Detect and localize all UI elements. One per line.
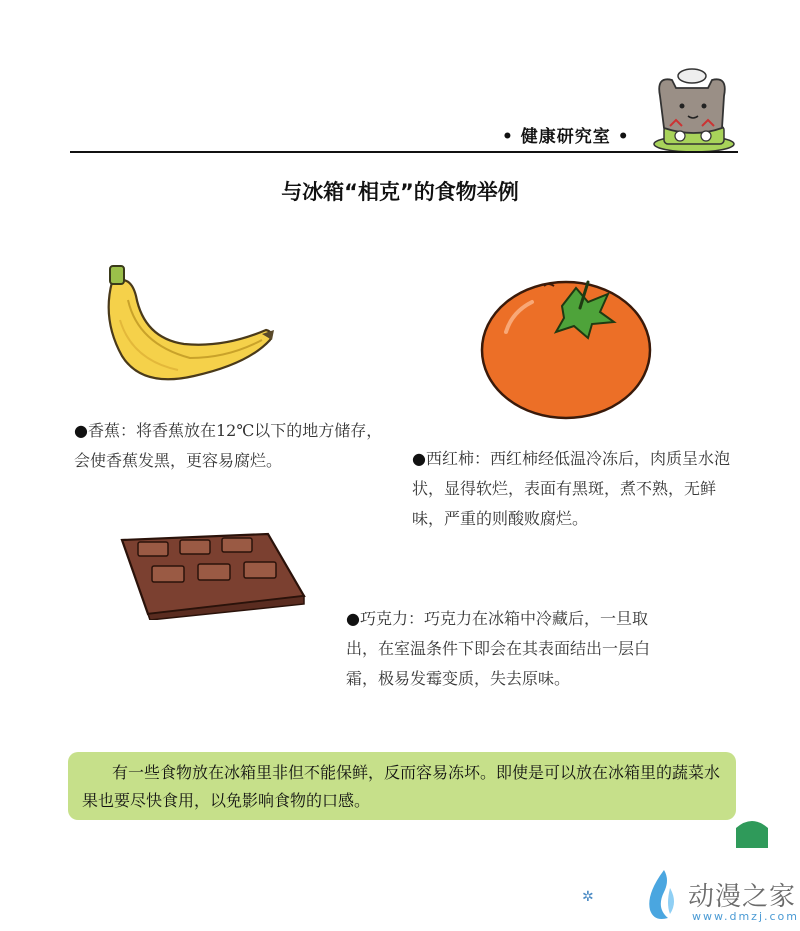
- bullet-icon: ●: [412, 449, 426, 468]
- chocolate-text: 巧克力：巧克力在冰箱中冷藏后，一旦取出，在室温条件下即会在其表面结出一层白霜，极易发霉变质，失去原味。: [346, 609, 651, 688]
- star-icon: ✲: [582, 889, 594, 905]
- page-title: 与冰箱“相克”的食物举例: [281, 180, 519, 204]
- note-text: 有一些食物放在冰箱里非但不能保鲜，反而容易冻坏。即使是可以放在冰箱里的蔬菜水果也要尽快食用，以免影响食物的口感。: [82, 763, 721, 810]
- chocolate-description: [346, 604, 668, 694]
- section-tag: • 健康研究室 •: [502, 127, 630, 147]
- tomato-illustration: [476, 272, 656, 422]
- banana-description: [74, 416, 394, 476]
- tomato-text: 西红柿：西红柿经低温冷冻后，肉质呈水泡状，显得软烂，表面有黑斑，煮不熟，无鲜味，严重的则酸败腐烂。: [412, 449, 730, 528]
- header-rule: [70, 151, 738, 153]
- chocolate-illustration: [118, 530, 308, 620]
- watermark-title: 动漫之家: [688, 882, 797, 912]
- bullet-icon: ●: [74, 421, 88, 440]
- banana-illustration: [98, 260, 278, 400]
- bullet-icon: ●: [346, 609, 360, 628]
- mascot-illustration: [646, 66, 738, 152]
- watermark-url: www.dmzj.com: [692, 910, 799, 923]
- tomato-description: [412, 444, 732, 534]
- banana-text: 香蕉：将香蕉放在12℃以下的地方储存，会使香蕉发黑，更容易腐烂。: [74, 421, 383, 470]
- page-tab-icon: [732, 818, 772, 858]
- logo-icon: [640, 868, 680, 924]
